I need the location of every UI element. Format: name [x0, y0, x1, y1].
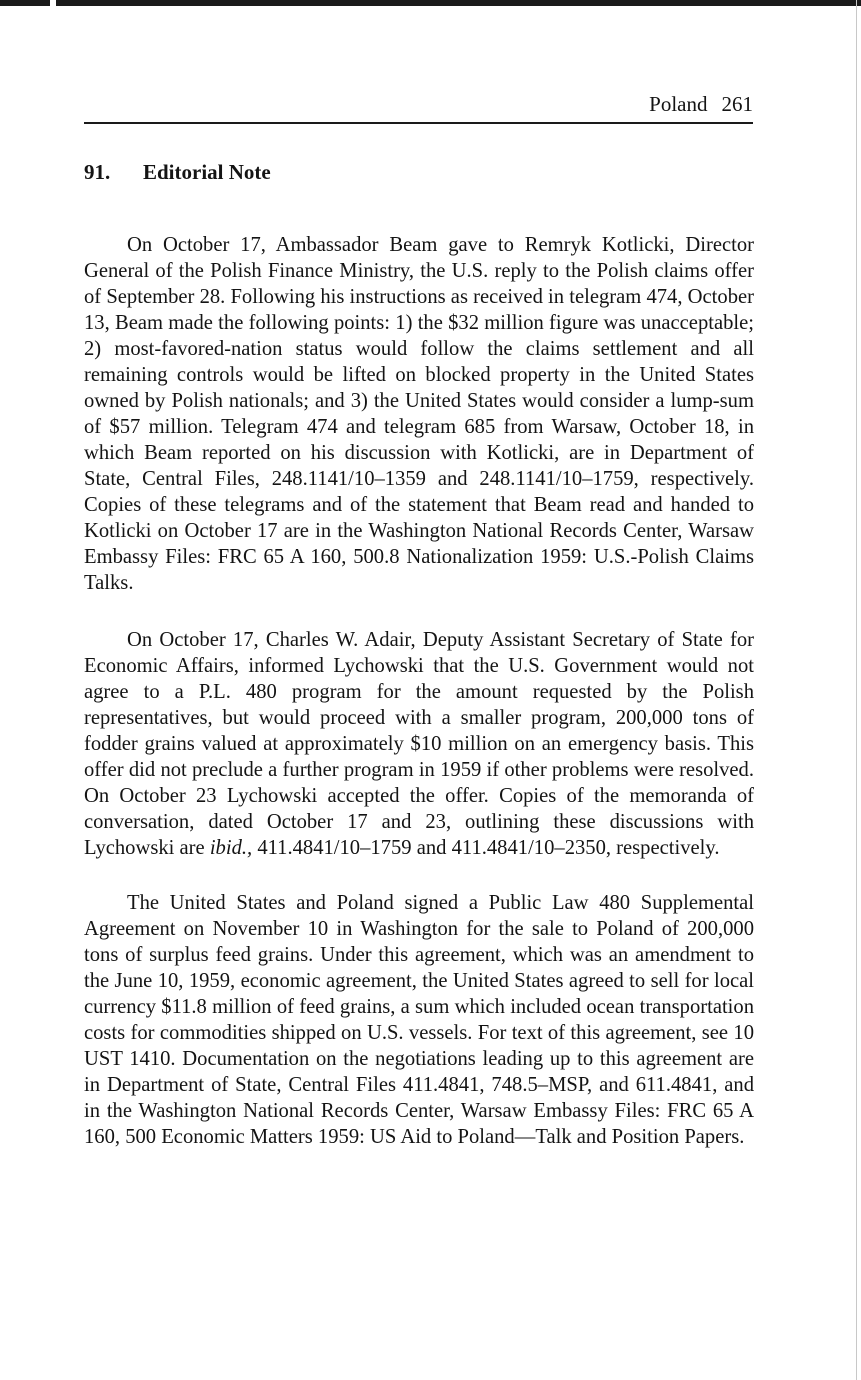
ibid-citation: ibid., [209, 837, 253, 859]
paragraph-2 [84, 627, 754, 861]
document-number: 91. [84, 160, 111, 184]
scan-edge-right [856, 0, 857, 1380]
paragraph-2-citation: 411.4841/10–1759 and 411.4841/10–2350, respectively. [252, 837, 720, 859]
running-title: Poland [649, 92, 708, 116]
paragraph-1: On October 17, Ambassador Beam gave to Remryk Kotlicki, Director General of the Polish Finance Ministry, the U.S. reply to the Polish claims offer of September 28. Following his instructions as received in telegram 474, October 13, Beam made the following points: 1) the $32 million figure was unacceptable; 2) most-favored-nation status would follow the claims settlement and all remaining controls would be lifted on blocked property in the United States owned by Polish nationals; and 3) the United States would consider a lump-sum of $57 million. Telegram 474 and telegram 685 from Warsaw, October 18, in which Beam reported on his discussion with Kotlicki, are in Department of State, Central Files, 248.1141/10–1359 and 248.1141/10–1759, respectively. Copies of these telegrams and of the statement that Beam read and handed to Kotlicki on October 17 are in the Washington National Records Center, Warsaw Embassy Files: FRC 65 A 160, 500.8 Nationalization 1959: U.S.-Polish Claims Talks. [84, 234, 754, 594]
scan-edge-gap [50, 0, 56, 6]
document-heading [84, 160, 271, 185]
paragraph-3: The United States and Poland signed a Public Law 480 Supplemental Agreement on November 10 in Washington for the sale to Poland of 200,000 tons of surplus feed grains. Under this agreement, which was an amendment to the June 10, 1959, economic agreement, the United States agreed to sell for local currency $11.8 million of feed grains, a sum which included ocean transportation costs for commodities shipped on U.S. vessels. For text of this agreement, see 10 UST 1410. Documentation on the negotiations leading up to this agreement are in Department of State, Central Files 411.4841, 748.5–MSP, and 611.4841, and in the Washington National Records Center, Warsaw Embassy Files: FRC 65 A 160, 500 Economic Matters 1959: US Aid to Poland—Talk and Position Papers. [84, 892, 754, 1148]
scan-edge-top [0, 0, 861, 6]
document-title: Editorial Note [143, 160, 271, 184]
running-header [84, 92, 753, 124]
paragraph-2-text: On October 17, Charles W. Adair, Deputy Assistant Secretary of State for Economic Affairs, informed Lychowski that the U.S. Government would not agree to a P.L. 480 program for the amount requested by the Polish representatives, but would proceed with a smaller program, 200,000 tons of fodder grains valued at approximately $10 million on an emergency basis. This offer did not preclude a further program in 1959 if other problems were resolved. On October 23 Lychowski accepted the offer. Copies of the memoranda of conversation, dated October 17 and 23, outlining these discussions with Lychowski are [84, 629, 754, 859]
page-number: 261 [721, 92, 753, 116]
